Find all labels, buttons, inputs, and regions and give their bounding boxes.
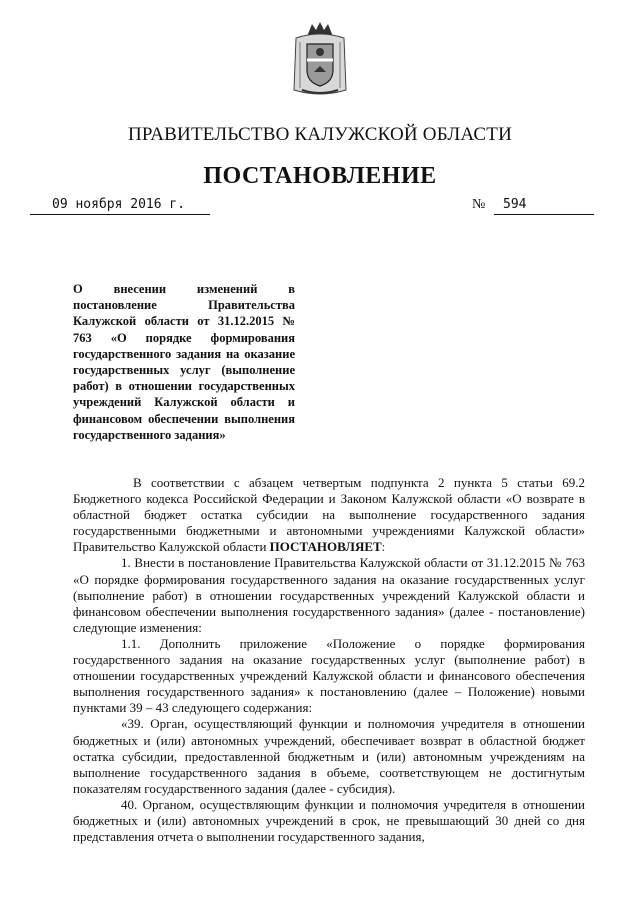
document-subject	[73, 281, 295, 443]
paragraph-1: 1. Внести в постановление Правительства Калужской области от 31.12.2015 № 763 «О порядке формирования государственного задания на оказание государственных услуг (выполнение работ) в отношении государственных учреждений Калужской области и финансовом обеспечении выполнения государственного задания» (далее - постановление) следующие изменения:	[73, 555, 585, 635]
document-number: 594	[503, 197, 527, 212]
document-type: ПОСТАНОВЛЕНИЕ	[203, 163, 437, 189]
coat-of-arms-icon	[290, 20, 350, 100]
subject-last-line: государственного задания»	[73, 427, 226, 442]
subject-text: О внесении изменений в постановление Правительства Калужской области от 31.12.2015 № 763 «О порядке формирования государственного задания на оказание государственных услуг (выполнение работ) в отношении государственных учреждений Калужской области и финансовом обеспечении выполнения	[73, 282, 295, 426]
preamble-decree-word: ПОСТАНОВЛЯЕТ	[269, 539, 382, 555]
preamble-colon: :	[381, 539, 386, 555]
paragraph-1-1: 1.1. Дополнить приложение «Положение о порядке формирования государственного задания на оказание государственных услуг (выполнение работ) в отношении государственных учреждений Калужской области и финансового обеспечения выполнения государственного задания» к постановлению (далее – Положение) новыми пунктами 39 – 43 следующего содержания:	[73, 635, 585, 716]
organization-name: ПРАВИТЕЛЬСТВО КАЛУЖСКОЙ ОБЛАСТИ	[127, 124, 513, 145]
number-sign: №	[472, 197, 486, 212]
document-body	[73, 475, 585, 845]
preamble-text: В соответствии с абзацем четвертым подпункта 2 пункта 5 статьи 69.2 Бюджетного кодекса Российской Федерации и Законом Калужской области «О возврате в областной бюджет остатка субсидии на выполнение государственного задания государственными бюджетными и автономными учреждениями Калужской области» Правительство Калужской области	[73, 475, 585, 555]
paragraph-39: «39. Орган, осуществляющий функции и полномочия учредителя в отношении бюджетных и (или) автономных учреждений, обеспечивает возврат в областной бюджет остатка субсидии, предоставленной бюджетным и (или) автономным учреждениям на выполнение государственного задания в объеме, соответствующем не достигнутым показателям государственного задания (далее - субсидия).	[73, 716, 585, 796]
document-date: 09 ноября 2016 г.	[52, 197, 186, 212]
paragraph-preamble	[73, 475, 585, 555]
paragraph-40: 40. Органом, осуществляющим функции и полномочия учредителя в отношении бюджетных и (или) автономных учреждений в срок, не превышающий 30 дней со дня представления отчета о выполнении государственного задания,	[73, 796, 585, 845]
